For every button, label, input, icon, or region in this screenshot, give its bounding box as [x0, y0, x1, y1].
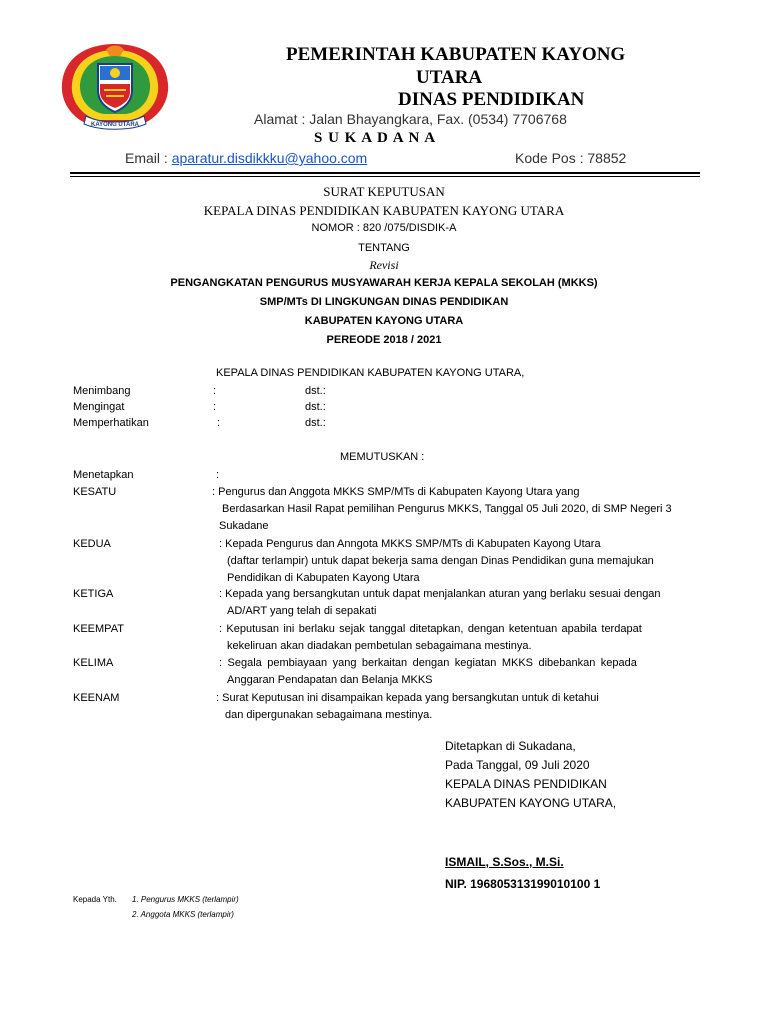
article-line: : Keputusan ini berlaku sejak tanggal ditetapkan, dengan ketentuan apabila terdapat	[219, 623, 642, 635]
consideration-label: Mengingat	[73, 401, 125, 413]
menetapkan-label: Menetapkan	[73, 469, 134, 481]
letterhead-rule-thin	[70, 176, 700, 177]
article-label: KEDUA	[73, 538, 111, 550]
decree-head: KEPALA DINAS PENDIDIKAN KABUPATEN KAYONG UTARA,	[216, 367, 525, 379]
consideration-value: dst.:	[305, 417, 326, 429]
decree-subject-2: SMP/MTs DI LINGKUNGAN DINAS PENDIDIKAN	[259, 296, 509, 308]
logo-text: KAYONG UTARA	[90, 122, 140, 128]
article-line: : Pengurus dan Anggota MKKS SMP/MTs di Kabupaten Kayong Utara yang	[212, 486, 580, 498]
email-label: Email :	[125, 150, 168, 166]
article-line: Pendidikan di Kabupaten Kayong Utara	[227, 572, 420, 584]
article-label: KETIGA	[73, 588, 114, 600]
consideration-value: dst.:	[305, 401, 326, 413]
article-label: KEEMPAT	[73, 623, 124, 635]
signatory-nip: NIP. 196805313199010100 1	[445, 877, 601, 891]
article-line: (daftar terlampir) untuk dapat bekerja sama dengan Dinas Pendidikan guna memajukan	[227, 555, 654, 567]
decree-number: NOMOR : 820 /075/DISDIK-A	[311, 222, 457, 234]
signature-place: Ditetapkan di Sukadana,	[445, 739, 576, 753]
letterhead-address: Alamat : Jalan Bhayangkara, Fax. (0534) 7706768	[254, 111, 567, 127]
decree-subject-4: PEREODE 2018 / 2021	[326, 334, 442, 346]
recipients-label: Kepada Yth.	[73, 895, 117, 904]
article-label: KEENAM	[73, 692, 120, 704]
decree-subject-3: KABUPATEN KAYONG UTARA	[304, 315, 464, 327]
consideration-colon: :	[217, 417, 221, 429]
article-line: : Kepada Pengurus dan Anngota MKKS SMP/MTs di Kabupaten Kayong Utara	[219, 538, 601, 550]
article-line: AD/ART yang telah di sepakati	[227, 605, 377, 617]
letterhead-line3: DINAS PENDIDIKAN	[398, 89, 585, 110]
memutuskan-heading: MEMUTUSKAN :	[340, 451, 425, 463]
email-link[interactable]: aparatur.disdikkku@yahoo.com	[171, 150, 368, 166]
decree-title-2: KEPALA DINAS PENDIDIKAN KABUPATEN KAYONG UTARA	[203, 203, 565, 218]
recipient-item: 2. Anggota MKKS (terlampir)	[132, 910, 234, 919]
letterhead-email-row	[125, 150, 367, 166]
letterhead-line1: PEMERINTAH KABUPATEN KAYONG	[286, 44, 626, 65]
letterhead-line2: UTARA	[416, 67, 483, 88]
letterhead-postal: Kode Pos : 78852	[515, 150, 627, 166]
article-line: kekeliruan akan diadakan pembetulan sebagaimana mestinya.	[227, 640, 532, 652]
article-line: Berdasarkan Hasil Rapat pemilihan Pengurus MKKS, Tanggal 05 Juli 2020, di SMP Negeri 3	[222, 503, 672, 515]
consideration-value: dst.:	[305, 385, 326, 397]
decree-title: SURAT KEPUTUSAN	[323, 184, 445, 199]
consideration-colon: :	[213, 385, 217, 397]
signature-position-2: KABUPATEN KAYONG UTARA,	[445, 796, 617, 810]
article-line: : Surat Keputusan ini disampaikan kepada yang bersangkutan untuk di ketahui	[216, 692, 599, 704]
consideration-colon: :	[213, 401, 217, 413]
consideration-label: Menimbang	[73, 385, 131, 397]
kayong-utara-emblem-icon	[56, 40, 174, 132]
article-line: Anggaran Pendapatan dan Belanja MKKS	[227, 674, 433, 686]
article-line: dan dipergunakan sebagaimana mestinya.	[225, 709, 433, 721]
letterhead-city: S U K A D A N A	[314, 130, 437, 146]
recipient-item: 1. Pengurus MKKS (terlampir)	[132, 895, 239, 904]
signature-date: Pada Tanggal, 09 Juli 2020	[445, 758, 590, 772]
signature-position-1: KEPALA DINAS PENDIDIKAN	[445, 777, 607, 791]
article-label: KELIMA	[73, 657, 114, 669]
consideration-label: Memperhatikan	[73, 417, 149, 429]
decree-subject-1: PENGANGKATAN PENGURUS MUSYAWARAH KERJA KEPALA SEKOLAH (MKKS)	[170, 277, 598, 289]
article-line: : Segala pembiayaan yang berkaitan dengan kegiatan MKKS dibebankan kepada	[219, 657, 637, 669]
article-line: Sukadane	[219, 520, 269, 532]
letterhead-rule-thick	[70, 172, 700, 174]
menetapkan-colon: :	[216, 469, 220, 481]
decree-tentang: TENTANG	[358, 242, 410, 254]
article-label: KESATU	[73, 486, 117, 498]
decree-revisi: Revisi	[369, 258, 399, 272]
article-line: : Kepada yang bersangkutan untuk dapat menjalankan aturan yang berlaku sesuai dengan	[219, 588, 661, 600]
signatory-name: ISMAIL, S.Sos., M.Si.	[445, 855, 564, 869]
